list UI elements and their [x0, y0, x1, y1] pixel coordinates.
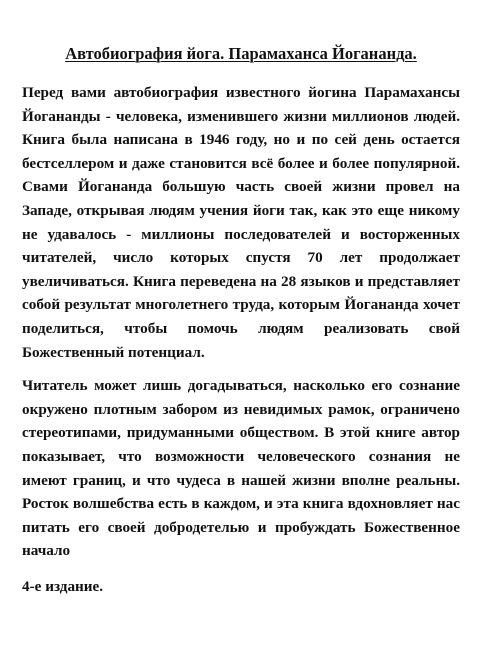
edition-note: 4-е издание. — [22, 577, 104, 595]
paragraph-reader: Читатель может лишь догадываться, насколько его сознание окружено плотным забором из невидимых рамок, ограничено стереотипами, придуманными обществом. В этой книге автор показывает, что возможности человеческого сознания не имеют границ, и что чудеса в нашей жизни вполне реальны. Росток волшебства есть в каждом, и эта книга вдохновляет нас питать его своей добродетелью и пробуждать Божественное начало — [22, 377, 460, 560]
document-title: Автобиография йога. Парамаханса Йогананда. — [65, 44, 417, 63]
paragraph-intro: Перед вами автобиография известного йогина Парамахансы Йогананды - человека, изменившего жизни миллионов людей. Книга была написана в 1946 году, но и по сей день остается бестселлером и даже становится всё более и более популярной. Свами Йогананда большую часть своей жизни провел на Западе, открывая людям учения йоги так, как это еще никому не удавалось - миллионы последователей и восторженных читателей, число которых спустя 70 лет продолжает увеличиваться. Книга переведена на 28 языков и представляет собой результат многолетнего труда, которым Йогананда хочет поделиться, чтобы помочь людям реализовать свой Божественный потенциал. — [22, 84, 460, 361]
